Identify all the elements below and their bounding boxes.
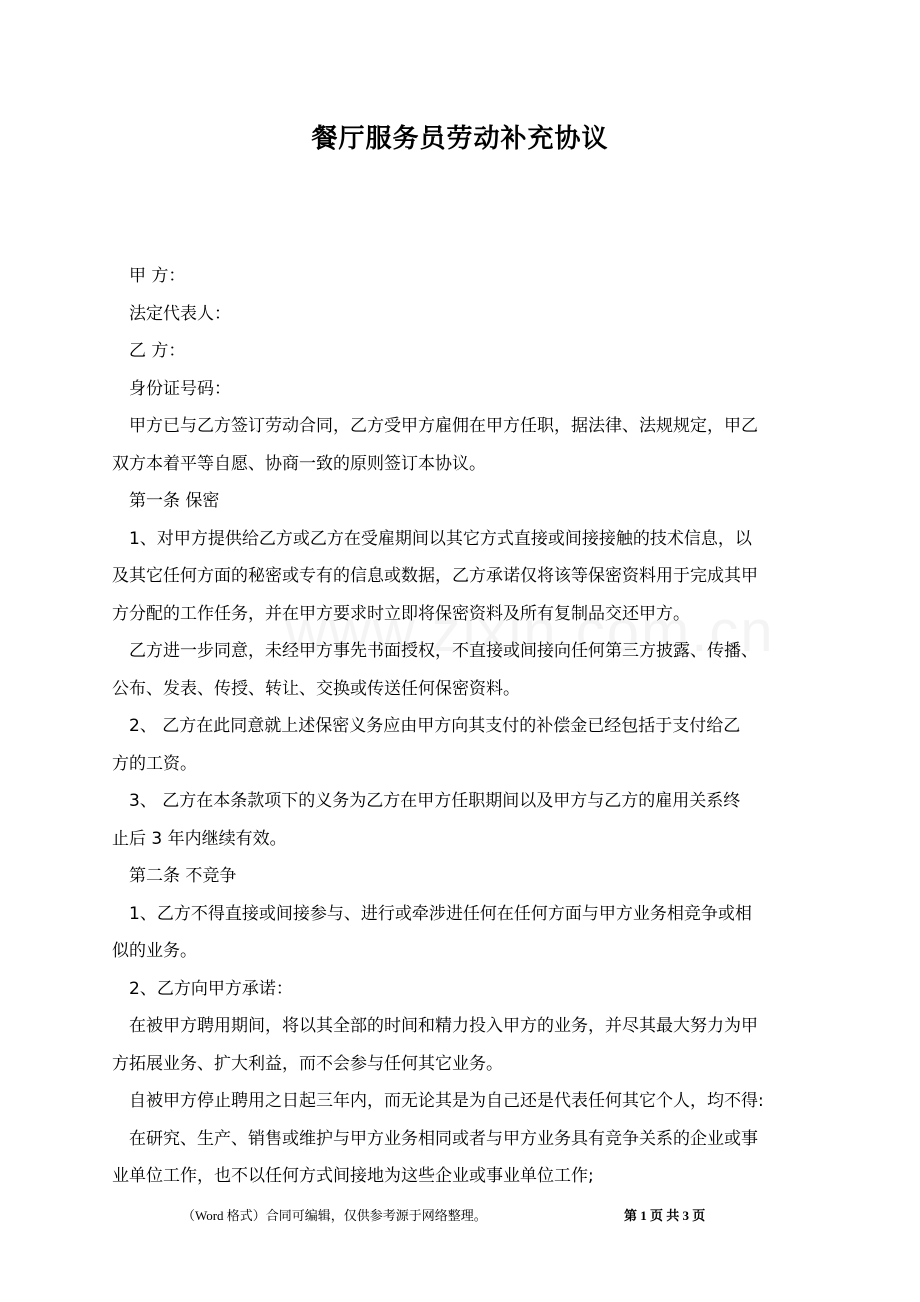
body-line: 在被甲方聘用期间，将以其全部的时间和精力投入甲方的业务，并尽其最大努力为甲 bbox=[112, 1016, 758, 1036]
body-line: 在研究、生产、销售或维护与甲方业务相同或者与甲方业务具有竞争关系的企业或事 bbox=[112, 1128, 758, 1149]
body-line: 第一条 保密 bbox=[112, 491, 220, 511]
body-line: 法定代表人： bbox=[112, 303, 231, 324]
body-line: 方的工资。 bbox=[112, 753, 197, 774]
body-line: 乙 方： bbox=[112, 341, 186, 361]
body-line: 止后 3 年内继续有效。 bbox=[112, 828, 287, 849]
body-line: 业单位工作，也不以任何方式间接地为这些企业或事业单位工作; bbox=[112, 1166, 594, 1186]
body-line: 1、对甲方提供给乙方或乙方在受雇期间以其它方式直接或间接接触的技术信息，以 bbox=[112, 528, 752, 549]
body-line: 自被甲方停止聘用之日起三年内，而无论其是为自己还是代表任何其它个人，均不得: bbox=[112, 1091, 764, 1111]
body-line: 第二条 不竞争 bbox=[112, 866, 237, 886]
document-body bbox=[112, 258, 812, 1196]
body-line: 双方本着平等自愿、协商一致的原则签订本协议。 bbox=[112, 453, 486, 474]
body-line: 1、乙方不得直接或间接参与、进行或牵涉进任何在任何方面与甲方业务相竞争或相 bbox=[112, 903, 752, 924]
body-line: 甲方已与乙方签订劳动合同，乙方受甲方雇佣在甲方任职，据法律、法规规定，甲乙 bbox=[112, 416, 758, 436]
footer-note: （Word 格式）合同可编辑，仅供参考源于网络整理。 bbox=[182, 1208, 487, 1223]
page-number: 第 1 页 共 3 页 bbox=[624, 1208, 706, 1223]
document-title: 餐厅服务员劳动补充协议 bbox=[311, 124, 609, 154]
body-line: 方拓展业务、扩大利益，而不会参与任何其它业务。 bbox=[112, 1053, 503, 1074]
body-line: 2、 乙方在此同意就上述保密义务应由甲方向其支付的补偿金已经包括于支付给乙 bbox=[112, 716, 741, 736]
body-line: 似的业务。 bbox=[112, 941, 197, 961]
body-line: 及其它任何方面的秘密或专有的信息或数据，乙方承诺仅将该等保密资料用于完成其甲 bbox=[112, 566, 758, 586]
body-line: 身份证号码： bbox=[112, 378, 231, 399]
body-line: 公布、发表、传授、转让、交换或传送任何保密资料。 bbox=[112, 678, 520, 699]
body-line: 2、乙方向甲方承诺： bbox=[112, 978, 293, 999]
body-line: 甲 方： bbox=[112, 266, 186, 286]
body-line: 3、 乙方在本条款项下的义务为乙方在甲方任职期间以及甲方与乙方的雇用关系终 bbox=[112, 791, 741, 811]
body-line: 乙方进一步同意，未经甲方事先书面授权，不直接或间接向任何第三方披露、传播、 bbox=[112, 641, 758, 661]
body-line: 方分配的工作任务，并在甲方要求时立即将保密资料及所有复制品交还甲方。 bbox=[112, 603, 690, 624]
